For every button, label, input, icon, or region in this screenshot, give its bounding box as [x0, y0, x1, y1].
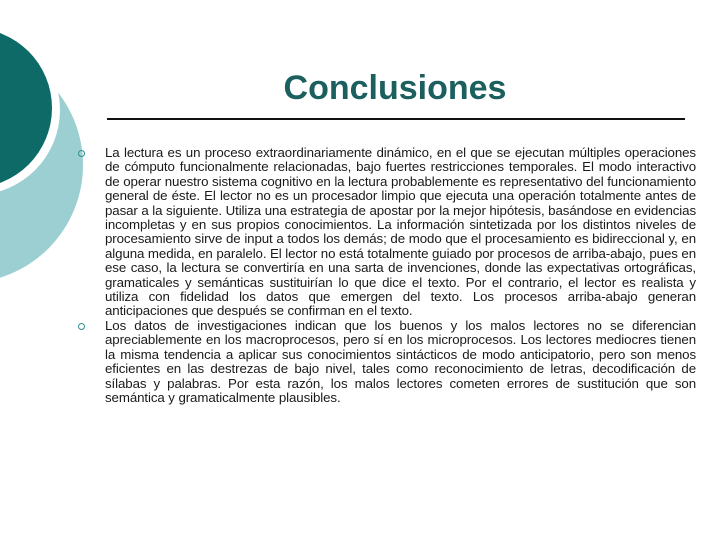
bullet-circle-icon	[78, 150, 85, 157]
decorative-circles	[0, 0, 90, 300]
bullet-circle-icon	[78, 323, 85, 330]
bullet-item-2	[78, 319, 696, 405]
title-underline	[107, 118, 685, 120]
slide-title: Conclusiones	[283, 69, 507, 107]
bullet-list	[78, 146, 696, 405]
bullet-item-1	[78, 146, 696, 319]
bullet-text-2: Los datos de investigaciones indican que los buenos y los malos lectores no se diferencian apreciablemente en los macroprocesos, pero sí en los microprocesos. Los lectores mediocres tienen la misma tendencia a aplicar sus conocimientos sintácticos de modo anticipatorio, pero son menos eficientes en las destrezas de bajo nivel, tales como reconocimiento de letras, decodificación de sílabas y palabras. Por esta razón, los malos lectores cometen errores de sustitución que son semántica y gramaticalmente plausibles.	[105, 317, 696, 405]
bullet-text-1: La lectura es un proceso extraordinariamente dinámico, en el que se ejecutan múltiples operaciones de cómputo funcionalmente relacionadas, bajo fuertes restricciones temporales. El modo interactivo de operar nuestro sistema cognitivo en la lectura probablemente es representativo del funcionamiento general de éste. El lector no es un procesador limpio que ejecuta una operación totalmente antes de pasar a la siguiente. Utiliza una estrategia de apostar por la mejor hipótesis, basándose en evidencias incompletas y en sus propios conocimientos. La información sintetizada por los distintos niveles de procesamiento sirve de input a todos los demás; de modo que el procesamiento es bidireccional y, en alguna medida, en paralelo. El lector no está totalmente guiado por procesos de arriba-abajo, pues en ese caso, la lectura se convertiría en una sarta de invenciones, donde las expectativas ortográficas, gramaticales y semánticas sustituirían lo que dice el texto. Por el contrario, el lector es realista y utiliza con fidelidad los datos que emergen del texto. Los procesos arriba-abajo generan anticipaciones que después se confirman en el texto.	[105, 145, 696, 319]
decorative-circles-graphic	[0, 0, 90, 300]
